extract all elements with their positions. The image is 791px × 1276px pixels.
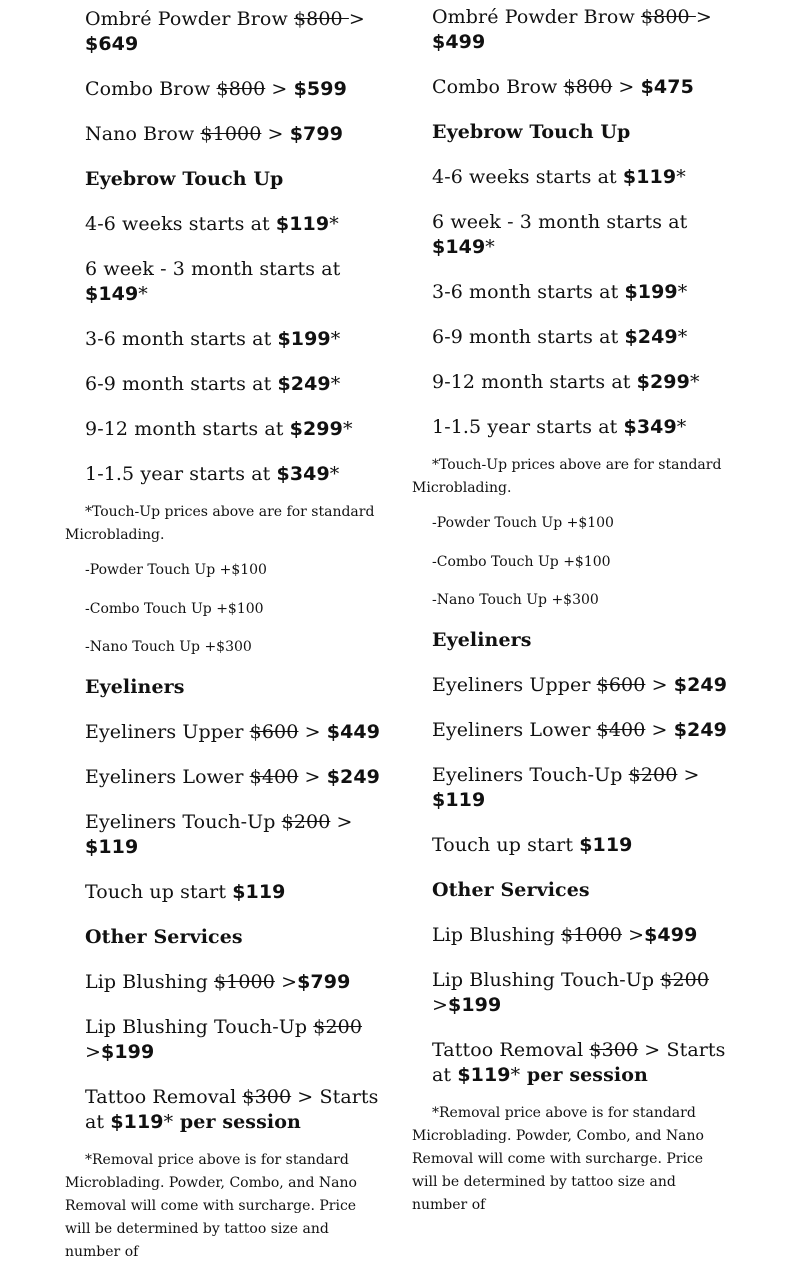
- surcharge-item: -Combo Touch Up +$100: [432, 553, 611, 570]
- original-price: $800: [216, 78, 266, 100]
- tier-price: $119: [275, 213, 330, 235]
- sale-price: $799: [289, 123, 344, 145]
- footnote: *Removal price above is for standard Microblading. Powder, Combo, and Nano Removal will come with surcharge. Price will be determined by tattoo size and number of: [65, 1151, 357, 1260]
- section-heading: Other Services: [432, 878, 590, 901]
- service-name: Tattoo Removal: [85, 1085, 243, 1108]
- tier-price: $249: [277, 373, 331, 395]
- sale-price: $119: [110, 1110, 164, 1133]
- asterisk: *: [329, 463, 340, 485]
- tier-price: $349: [623, 416, 677, 438]
- price-arrow: >: [298, 720, 327, 743]
- tier-price: $119: [622, 166, 677, 188]
- tier-price: $149: [85, 283, 139, 305]
- original-price: $300: [242, 1085, 292, 1108]
- sale-price: $249: [326, 765, 380, 788]
- service-name: Eyeliners Touch-Up: [432, 763, 629, 786]
- price-arrow: >: [330, 810, 353, 833]
- sale-price: $249: [673, 718, 727, 741]
- touch-up-tier: [65, 462, 383, 487]
- tier-label: 6 week - 3 month starts at: [432, 211, 688, 233]
- service-name: Combo Brow: [85, 78, 217, 100]
- tier-price: $199: [624, 281, 678, 303]
- footnote: *Touch-Up prices above are for standard Microblading.: [412, 457, 722, 496]
- price-arrow: >: [298, 765, 327, 788]
- price-arrow: > Starts at: [432, 1038, 726, 1086]
- sale-price: $119: [85, 835, 139, 858]
- sale-price: $475: [640, 76, 694, 98]
- section-heading: Eyeliners: [85, 675, 185, 698]
- price-item: [412, 923, 730, 948]
- asterisk: *: [163, 1110, 174, 1133]
- tier-price: $119: [232, 880, 286, 903]
- price-item: [65, 720, 383, 745]
- section-heading: Eyebrow Touch Up: [432, 121, 631, 143]
- sale-price: $119: [457, 1063, 511, 1086]
- service-name: Lip Blushing Touch-Up: [432, 968, 661, 991]
- sale-price: $649: [85, 33, 139, 55]
- price-arrow: > Starts at: [85, 1085, 379, 1133]
- price-arrow: >: [348, 8, 365, 30]
- touch-up-tier: [412, 325, 730, 350]
- asterisk: *: [485, 236, 495, 258]
- original-price: $1000: [560, 923, 622, 946]
- surcharge-item: -Nano Touch Up +$300: [85, 639, 252, 655]
- tier-label: 1-1.5 year starts at: [432, 416, 624, 438]
- service-name: Tattoo Removal: [432, 1038, 590, 1061]
- sale-price: $499: [644, 923, 698, 946]
- asterisk: *: [676, 166, 686, 188]
- price-arrow: >: [265, 78, 294, 100]
- tier-label: 3-6 month starts at: [85, 328, 278, 350]
- service-name: Eyeliners Upper: [85, 720, 250, 743]
- price-item: [412, 673, 730, 698]
- sale-price: $799: [297, 970, 351, 993]
- touch-up-tier: [412, 280, 730, 305]
- touch-up-tier: [412, 370, 730, 395]
- sale-price: $599: [293, 78, 347, 100]
- original-price: $200: [628, 763, 678, 786]
- service-name: Eyeliners Upper: [432, 673, 597, 696]
- tier-label: Touch up start: [432, 833, 580, 856]
- tattoo-removal-item: [412, 1038, 730, 1088]
- price-item: [412, 718, 730, 743]
- tier-label: Touch up start: [85, 880, 233, 903]
- asterisk: *: [138, 283, 148, 305]
- price-arrow: >: [432, 993, 449, 1016]
- service-name: Lip Blushing Touch-Up: [85, 1015, 314, 1038]
- touch-up-tier: [412, 415, 730, 440]
- price-arrow: >: [645, 718, 674, 741]
- asterisk: *: [342, 418, 353, 440]
- price-arrow: >: [261, 123, 290, 145]
- touch-up-tier: [65, 327, 383, 352]
- service-name: Eyeliners Lower: [85, 765, 250, 788]
- price-arrow: >: [645, 673, 674, 696]
- tier-label: 6 week - 3 month starts at: [85, 258, 341, 280]
- price-arrow: >: [612, 76, 641, 98]
- price-item: [65, 810, 383, 860]
- sale-price: $199: [101, 1040, 155, 1063]
- service-name: Ombré Powder Brow: [85, 8, 294, 30]
- tier-price: $119: [579, 833, 633, 856]
- touch-up-tier: [65, 417, 383, 442]
- touch-up-tier: [412, 210, 730, 260]
- price-item: [65, 77, 383, 102]
- tier-label: 6-9 month starts at: [432, 326, 625, 348]
- touch-up-tier: [412, 165, 730, 190]
- asterisk: *: [677, 281, 688, 303]
- touch-up-tier: [65, 880, 383, 905]
- original-price: $800: [293, 8, 349, 30]
- tier-price: $249: [624, 326, 678, 348]
- asterisk: *: [330, 328, 341, 350]
- tier-label: 1-1.5 year starts at: [85, 463, 277, 485]
- original-price: $200: [281, 810, 331, 833]
- original-price: $400: [596, 718, 646, 741]
- surcharge-item: -Powder Touch Up +$100: [85, 562, 267, 578]
- section-heading: Other Services: [85, 925, 243, 948]
- tier-label: 6-9 month starts at: [85, 373, 278, 395]
- tier-label: 3-6 month starts at: [432, 281, 625, 303]
- touch-up-tier: [412, 833, 730, 858]
- price-item: [412, 75, 730, 100]
- service-name: Lip Blushing: [432, 923, 561, 946]
- original-price: $800: [563, 76, 613, 98]
- price-arrow: >: [621, 923, 645, 946]
- per-session-label: per session: [520, 1063, 648, 1086]
- price-arrow: >: [274, 970, 298, 993]
- sale-price: $449: [326, 720, 381, 743]
- touch-up-tier: [65, 372, 383, 397]
- service-name: Ombré Powder Brow: [432, 6, 641, 28]
- price-arrow: >: [677, 763, 700, 786]
- sale-price: $499: [432, 31, 486, 53]
- sale-price: $249: [673, 673, 728, 696]
- price-list-left: [65, 0, 383, 1276]
- original-price: $1000: [200, 123, 262, 145]
- tier-label: 9-12 month starts at: [432, 371, 637, 393]
- asterisk: *: [330, 373, 341, 395]
- service-name: Eyeliners Lower: [432, 718, 597, 741]
- asterisk: *: [689, 371, 700, 393]
- footnote: *Touch-Up prices above are for standard Microblading.: [65, 504, 375, 543]
- original-price: $600: [249, 720, 299, 743]
- asterisk: *: [510, 1063, 521, 1086]
- per-session-label: per session: [173, 1110, 301, 1133]
- price-item: [412, 763, 730, 813]
- price-item: [65, 765, 383, 790]
- sale-price: $119: [432, 788, 486, 811]
- surcharge-item: -Powder Touch Up +$100: [432, 515, 614, 531]
- surcharge-item: -Nano Touch Up +$300: [432, 592, 599, 608]
- service-name: Lip Blushing: [85, 970, 214, 993]
- original-price: $300: [589, 1038, 639, 1061]
- tier-price: $349: [276, 463, 330, 485]
- original-price: $1000: [213, 970, 275, 993]
- tier-price: $299: [636, 371, 690, 393]
- tier-label: 4-6 weeks starts at: [85, 213, 276, 235]
- price-item: [412, 5, 730, 55]
- asterisk: *: [329, 213, 339, 235]
- original-price: $600: [596, 673, 646, 696]
- tier-label: 9-12 month starts at: [85, 418, 290, 440]
- service-name: Combo Brow: [432, 76, 564, 98]
- section-heading: Eyebrow Touch Up: [85, 168, 284, 190]
- price-item: [65, 122, 383, 147]
- surcharge-item: -Combo Touch Up +$100: [85, 600, 264, 617]
- footnote: *Removal price above is for standard Microblading. Powder, Combo, and Nano Removal will come with surcharge. Price will be determined by tattoo size and number of: [412, 1104, 704, 1213]
- price-item: [412, 968, 730, 1018]
- tattoo-removal-item: [65, 1085, 383, 1135]
- original-price: $200: [313, 1015, 363, 1038]
- section-heading: Eyeliners: [432, 628, 532, 651]
- price-arrow: >: [695, 6, 712, 28]
- asterisk: *: [677, 326, 688, 348]
- service-name: Nano Brow: [85, 123, 201, 145]
- price-list-right: [412, 0, 730, 1229]
- original-price: $400: [249, 765, 299, 788]
- touch-up-tier: [65, 257, 383, 307]
- tier-price: $149: [432, 236, 486, 258]
- tier-label: 4-6 weeks starts at: [432, 166, 623, 188]
- sale-price: $199: [448, 993, 502, 1016]
- tier-price: $299: [289, 418, 343, 440]
- original-price: $800: [640, 6, 696, 28]
- original-price: $200: [660, 968, 710, 991]
- price-item: [65, 970, 383, 995]
- price-item: [65, 1015, 383, 1065]
- tier-price: $199: [277, 328, 331, 350]
- service-name: Eyeliners Touch-Up: [85, 810, 282, 833]
- price-item: [65, 7, 383, 57]
- touch-up-tier: [65, 212, 383, 237]
- price-arrow: >: [85, 1040, 102, 1063]
- asterisk: *: [676, 416, 687, 438]
